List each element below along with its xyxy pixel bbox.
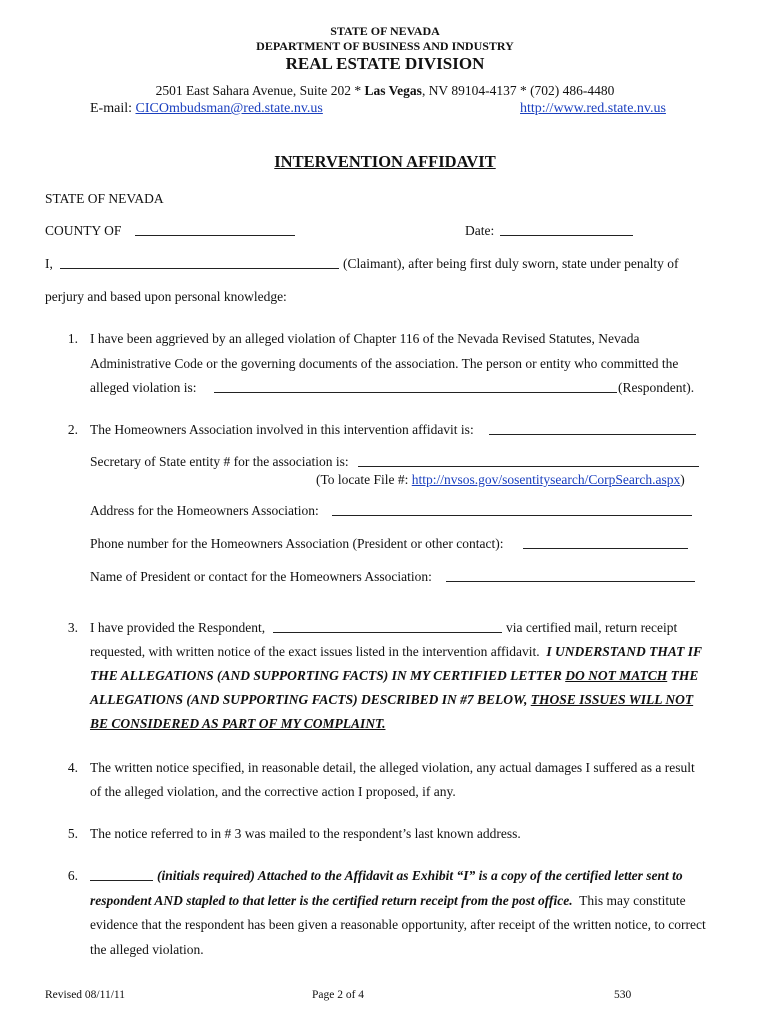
hoa-contact-label: Name of President or contact for the Homeowners Association: bbox=[90, 569, 432, 584]
item-2-number: 2. bbox=[67, 422, 78, 437]
item-3-line3-a: THE ALLEGATIONS (AND SUPPORTING FACTS) IN MY CERTIFIED LETTER bbox=[90, 668, 562, 683]
item-6-line3: evidence that the respondent has been given a reasonable opportunity, after receipt of the written notice, to correct bbox=[90, 917, 706, 932]
hoa-label: The Homeowners Association involved in this intervention affidavit is: bbox=[90, 422, 474, 437]
hoa-field[interactable] bbox=[489, 422, 696, 435]
item-3-number: 3. bbox=[67, 620, 78, 635]
corp-search-link[interactable]: http://nvsos.gov/sosentitysearch/CorpSearch.aspx bbox=[411, 472, 681, 487]
item-6-number: 6. bbox=[67, 868, 78, 883]
header-email-line bbox=[90, 101, 323, 117]
website-link[interactable]: http://www.red.state.nv.us bbox=[520, 101, 666, 116]
state-line: STATE OF NEVADA bbox=[45, 191, 164, 206]
item-6-line2-bold: respondent AND stapled to that letter is the certified return receipt from the post office. bbox=[90, 893, 573, 908]
hoa-phone-label: Phone number for the Homeowners Association (President or other contact): bbox=[90, 536, 504, 551]
item-1-number: 1. bbox=[67, 331, 78, 346]
item-5-number: 5. bbox=[67, 826, 78, 841]
claimant-text: (Claimant), after being first duly sworn, state under penalty of bbox=[343, 256, 679, 271]
item-3-line3 bbox=[90, 668, 698, 684]
locate-pre: (To locate File #: bbox=[316, 472, 412, 487]
item-6-line2 bbox=[90, 893, 686, 909]
item-3-post: via certified mail, return receipt bbox=[506, 620, 678, 635]
item-6-line1: (initials required) Attached to the Affidavit as Exhibit “I” is a copy of the certified letter sent to bbox=[157, 868, 683, 883]
header-division: REAL ESTATE DIVISION bbox=[285, 54, 485, 73]
item-1-line2: Administrative Code or the governing documents of the association. The person or entity who committed the bbox=[90, 356, 679, 371]
item-6-line4: the alleged violation. bbox=[90, 942, 204, 957]
respondent-field[interactable] bbox=[214, 380, 617, 393]
item-3-line2 bbox=[90, 644, 702, 660]
item-4-number: 4. bbox=[67, 760, 78, 775]
perjury-text: perjury and based upon personal knowledge: bbox=[45, 289, 287, 304]
county-label: COUNTY OF bbox=[45, 223, 122, 238]
item-3-line4-a: ALLEGATIONS (AND SUPPORTING FACTS) DESCRIBED IN #7 BELOW, bbox=[90, 692, 528, 707]
header-department: DEPARTMENT OF BUSINESS AND INDUSTRY bbox=[256, 39, 514, 53]
item-1-line3-label: alleged violation is: bbox=[90, 380, 197, 395]
county-field[interactable] bbox=[135, 223, 295, 236]
hoa-address-field[interactable] bbox=[332, 503, 692, 516]
locate-note bbox=[316, 472, 685, 488]
item-3-line5: BE CONSIDERED AS PART OF MY COMPLAINT. bbox=[90, 716, 386, 731]
respondent-suffix: (Respondent). bbox=[618, 380, 695, 395]
item-4-line2: of the alleged violation, and the corrective action I proposed, if any. bbox=[90, 784, 456, 799]
item-6-line2-post: This may constitute bbox=[579, 893, 686, 908]
item-3-line4 bbox=[90, 692, 693, 708]
item-5-line1: The notice referred to in # 3 was mailed to the respondent’s last known address. bbox=[90, 826, 521, 841]
item-3-line2-bold: I UNDERSTAND THAT IF bbox=[546, 644, 703, 659]
date-field[interactable] bbox=[500, 223, 633, 236]
i-label: I, bbox=[45, 256, 53, 271]
sos-label: Secretary of State entity # for the association is: bbox=[90, 454, 349, 469]
address-zip-phone: , NV 89104-4137 * (702) 486-4480 bbox=[421, 83, 615, 98]
footer-form-number: 530 bbox=[614, 989, 632, 1001]
address-city: Las Vegas bbox=[364, 83, 422, 98]
header-address bbox=[0, 83, 770, 99]
item-3-line3-underlined: DO NOT MATCH bbox=[565, 668, 668, 683]
footer-page-number: Page 2 of 4 bbox=[312, 989, 365, 1001]
hoa-address-label: Address for the Homeowners Association: bbox=[90, 503, 319, 518]
item-3-line3-b: THE bbox=[670, 668, 699, 683]
item-4-line1: The written notice specified, in reasonable detail, the alleged violation, any actual damages I suffered as a result bbox=[90, 760, 695, 775]
respondent-provided-field[interactable] bbox=[273, 620, 502, 633]
email-label: E-mail: bbox=[90, 101, 136, 116]
hoa-phone-field[interactable] bbox=[523, 536, 688, 549]
claimant-name-field[interactable] bbox=[60, 256, 339, 269]
item-3-line2-text: requested, with written notice of the exact issues listed in the intervention affidavit. bbox=[90, 644, 540, 659]
email-link[interactable]: CICOmbudsman@red.state.nv.us bbox=[135, 101, 323, 116]
header-state: STATE OF NEVADA bbox=[330, 24, 440, 38]
item-1-line1: I have been aggrieved by an alleged violation of Chapter 116 of the Nevada Revised Statutes, Nevada bbox=[90, 331, 640, 346]
sos-field[interactable] bbox=[358, 454, 699, 467]
initials-field[interactable] bbox=[90, 868, 153, 881]
hoa-contact-field[interactable] bbox=[446, 569, 695, 582]
item-3-line4-underlined: THOSE ISSUES WILL NOT bbox=[530, 692, 694, 707]
footer-revised: Revised 08/11/11 bbox=[45, 989, 125, 1001]
address-street: 2501 East Sahara Avenue, Suite 202 * bbox=[155, 83, 365, 98]
locate-post: ) bbox=[680, 472, 685, 487]
item-3-pre: I have provided the Respondent, bbox=[90, 620, 266, 635]
date-label: Date: bbox=[465, 223, 495, 238]
page-title: INTERVENTION AFFIDAVIT bbox=[274, 152, 496, 171]
